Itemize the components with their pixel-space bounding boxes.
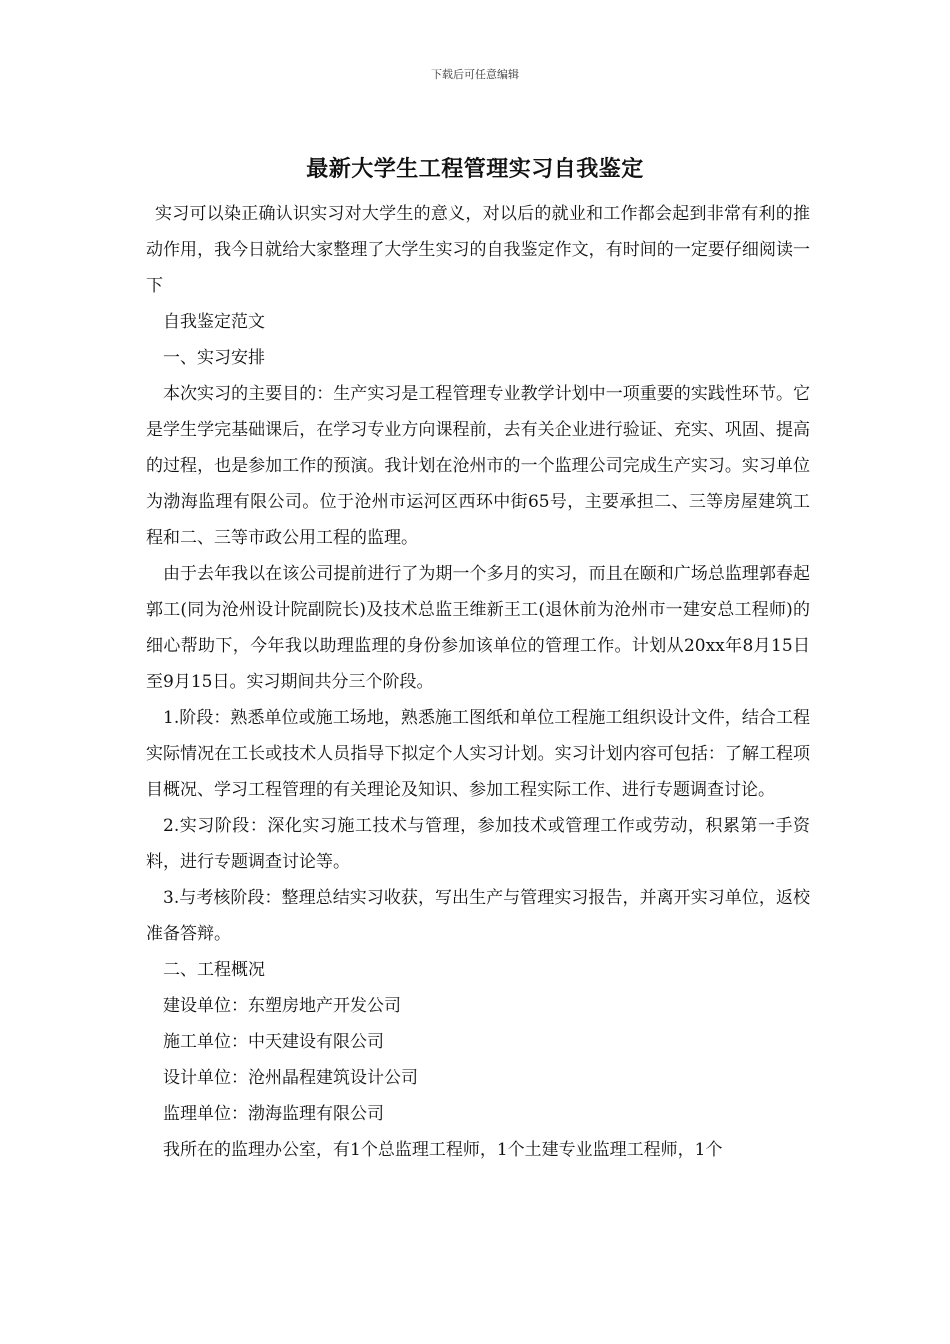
info-line: 监理单位：渤海监理有限公司 (163, 1104, 384, 1124)
section-heading: 二、工程概况 (163, 960, 265, 980)
info-line: 设计单位：沧州晶程建筑设计公司 (163, 1068, 418, 1088)
paragraph: 实习可以染正确认识实习对大学生的意义，对以后的就业和工作都会起到非常有利的推动作用，我今日就给大家整理了大学生实习的自我鉴定作文，有时间的一定要仔细阅读一下 (146, 204, 810, 296)
paragraph: 我所在的监理办公室，有1个总监理工程师，1个土建专业监理工程师，1个 (163, 1140, 723, 1160)
section-heading: 一、实习安排 (163, 348, 265, 368)
list-item: 2.实习阶段：深化实习施工技术与管理，参加技术或管理工作或劳动，积累第一手资料，进行专题调查讨论等。 (146, 816, 810, 872)
paragraph: 自我鉴定范文 (163, 312, 265, 332)
header-note: 下载后可任意编辑 (431, 68, 519, 81)
list-item: 3.与考核阶段：整理总结实习收获，写出生产与管理实习报告，并离开实习单位，返校准备答辩。 (146, 888, 810, 944)
info-line: 建设单位：东塑房地产开发公司 (163, 996, 401, 1016)
document-body (146, 196, 810, 1168)
list-item: 1.阶段：熟悉单位或施工场地，熟悉施工图纸和单位工程施工组织设计文件，结合工程实际情况在工长或技术人员指导下拟定个人实习计划。实习计划内容可包括：了解工程项目概况、学习工程管理的有关理论及知识、参加工程实际工作、进行专题调查讨论。 (146, 708, 810, 800)
document-title: 最新大学生工程管理实习自我鉴定 (306, 157, 644, 182)
info-line: 施工单位：中天建设有限公司 (163, 1032, 384, 1052)
paragraph: 由于去年我以在该公司提前进行了为期一个多月的实习，而且在颐和广场总监理郭春起郭工(同为沧州设计院副院长)及技术总监王维新王工(退休前为沧州市一建安总工程师)的细心帮助下，今年我以助理监理的身份参加该单位的管理工作。计划从20xx年8月15日至9月15日。实习期间共分三个阶段。 (146, 564, 810, 692)
paragraph: 本次实习的主要目的：生产实习是工程管理专业教学计划中一项重要的实践性环节。它是学生学完基础课后，在学习专业方向课程前，去有关企业进行验证、充实、巩固、提高的过程，也是参加工作的预演。我计划在沧州市的一个监理公司完成生产实习。实习单位为渤海监理有限公司。位于沧州市运河区西环中街65号，主要承担二、三等房屋建筑工程和二、三等市政公用工程的监理。 (146, 384, 810, 548)
